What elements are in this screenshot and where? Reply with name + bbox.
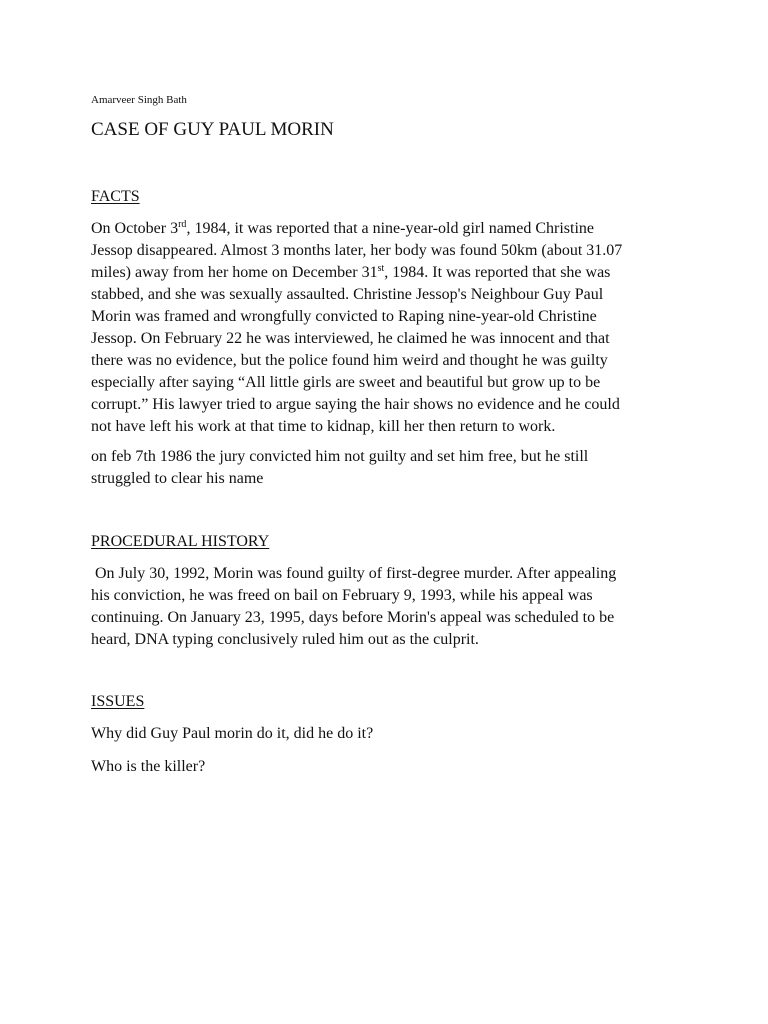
text-line: continuing. On January 23, 1995, days before Morin's appeal was scheduled to be: [91, 609, 615, 626]
text-line: Morin was framed and wrongfully convicted to Raping nine-year-old Christine: [91, 308, 597, 325]
ordinal-suffix: rd: [178, 219, 187, 230]
text-run: On October 3: [91, 220, 179, 237]
text-line: corrupt.” His lawyer tried to argue saying the hair shows no evidence and he could: [91, 396, 620, 413]
text-run: , 1984, it was reported that a nine-year-old girl named Christine: [186, 220, 594, 237]
text-run: miles) away from her home on December 31: [91, 264, 378, 281]
text-line: not have left his work at that time to kidnap, kill her then return to work.: [91, 418, 556, 435]
text-line: struggled to clear his name: [91, 470, 264, 487]
text-line: [91, 262, 681, 284]
text-line: stabbed, and she was sexually assaulted. Christine Jessop's Neighbour Guy Paul: [91, 286, 604, 303]
procedural-history-heading: PROCEDURAL HISTORY: [91, 533, 270, 550]
text-line: on feb 7th 1986 the jury convicted him not guilty and set him free, but he still: [91, 448, 589, 465]
document-title: CASE OF GUY PAUL MORIN: [91, 119, 334, 140]
text-line: his conviction, he was freed on bail on February 9, 1993, while his appeal was: [91, 587, 593, 604]
facts-paragraph: [91, 218, 681, 438]
issue-question-1: Why did Guy Paul morin do it, did he do it?: [91, 725, 374, 742]
text-line: Jessop disappeared. Almost 3 months later, her body was found 50km (about 31.07: [91, 242, 623, 259]
facts-heading: FACTS: [91, 188, 140, 205]
text-run: , 1984. It was reported that she was: [384, 264, 611, 281]
text-line: Jessop. On February 22 he was interviewed, he claimed he was innocent and that: [91, 330, 610, 347]
text-line: heard, DNA typing conclusively ruled him out as the culprit.: [91, 631, 479, 648]
procedural-history-paragraph: [91, 563, 681, 651]
author-name: Amarveer Singh Bath: [91, 94, 187, 106]
issues-heading: ISSUES: [91, 693, 145, 710]
text-line: there was no evidence, but the police found him weird and thought he was guilty: [91, 352, 608, 369]
text-line: especially after saying “All little girls are sweet and beautiful but grow up to be: [91, 374, 601, 391]
text-line: On July 30, 1992, Morin was found guilty of first-degree murder. After appealing: [91, 565, 617, 582]
text-line: [91, 218, 681, 240]
ordinal-suffix: st: [377, 263, 385, 274]
issue-question-2: Who is the killer?: [91, 758, 206, 775]
facts-verdict-paragraph: [91, 446, 681, 490]
